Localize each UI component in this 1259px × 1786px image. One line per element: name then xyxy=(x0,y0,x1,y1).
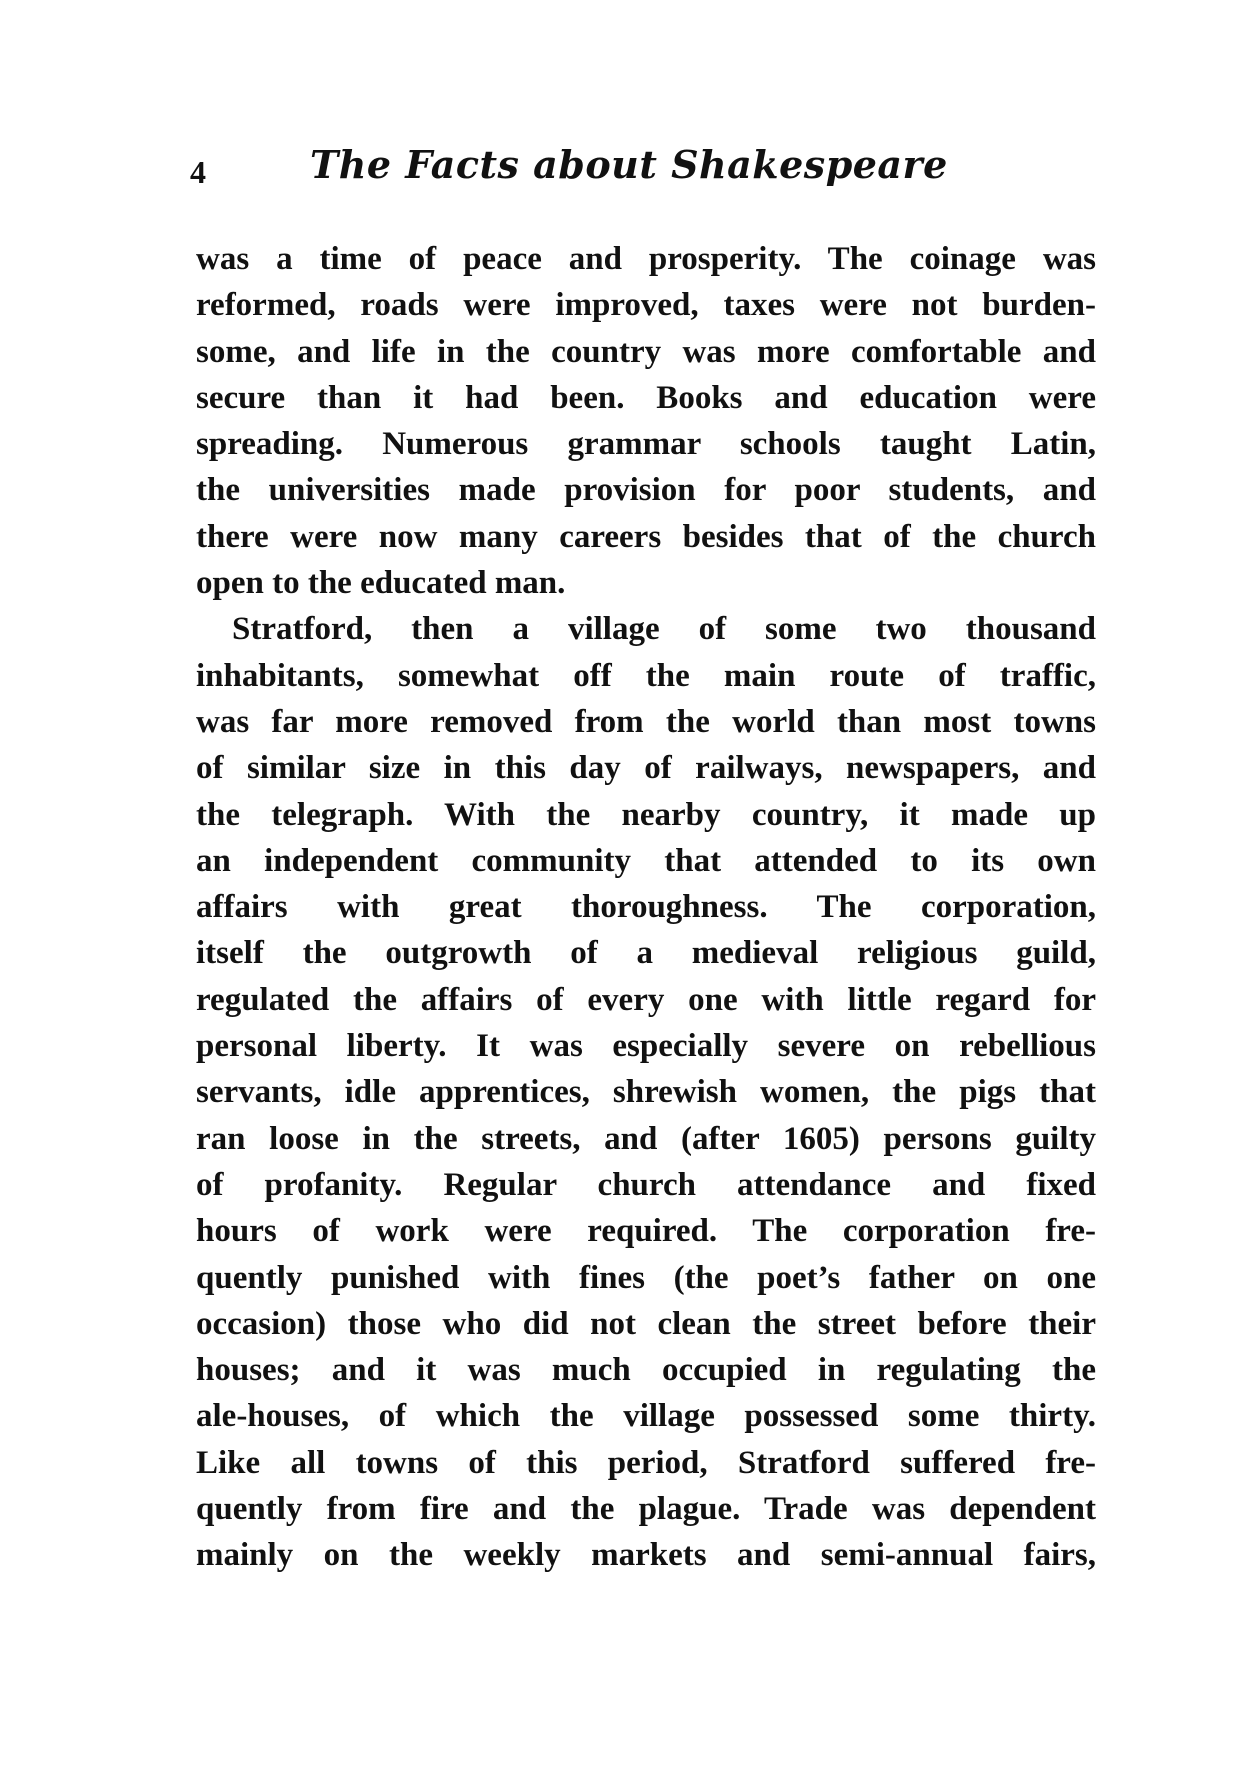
text-line: Like all towns of this period, Stratford suffered fre- xyxy=(196,1444,1096,1481)
text-line: ran loose in the streets, and (after 1605) persons guilty xyxy=(196,1120,1096,1157)
text-line: quently punished with fines (the poet’s father on one xyxy=(196,1259,1096,1296)
text-line: mainly on the weekly markets and semi-annual fairs, xyxy=(196,1537,1096,1574)
text-line: of similar size in this day of railways, newspapers, and xyxy=(196,750,1096,787)
text-line: ale-houses, of which the village possessed some thirty. xyxy=(196,1398,1096,1435)
text-line: inhabitants, somewhat off the main route of traffic, xyxy=(196,657,1096,694)
text-line: of profanity. Regular church attendance and fixed xyxy=(196,1166,1096,1203)
text-line: occasion) those who did not clean the street before their xyxy=(196,1305,1096,1342)
paragraph-1 xyxy=(196,236,1096,606)
text-line: there were now many careers besides that of the church xyxy=(196,518,1096,555)
text-line: reformed, roads were improved, taxes were not burden- xyxy=(196,287,1096,324)
text-line: the universities made provision for poor students, and xyxy=(196,472,1096,509)
text-line: the telegraph. With the nearby country, it made up xyxy=(196,796,1096,833)
text-line: houses; and it was much occupied in regulating the xyxy=(196,1352,1096,1389)
text-line: Stratford, then a village of some two thousand xyxy=(232,611,1096,648)
text-line: affairs with great thoroughness. The corporation, xyxy=(196,889,1096,926)
text-line: was far more removed from the world than most towns xyxy=(196,703,1096,740)
text-line: quently from fire and the plague. Trade was dependent xyxy=(196,1491,1096,1528)
text-line: personal liberty. It was especially severe on rebellious xyxy=(196,1028,1096,1065)
text-line: was a time of peace and prosperity. The coinage was xyxy=(196,241,1096,277)
page-number: 4 xyxy=(190,154,206,190)
text-line: secure than it had been. Books and education were xyxy=(196,379,1096,416)
text-line: spreading. Numerous grammar schools taught Latin, xyxy=(196,426,1096,463)
text-line: regulated the affairs of every one with little regard for xyxy=(196,981,1096,1018)
paragraph-2 xyxy=(196,606,1096,1578)
text-line: itself the outgrowth of a medieval religious guild, xyxy=(196,935,1096,972)
text-line: hours of work were required. The corporation fre- xyxy=(196,1213,1096,1250)
running-title: The Facts about Shakespeare xyxy=(310,142,948,187)
text-line: some, and life in the country was more comfortable and xyxy=(196,333,1096,370)
running-head xyxy=(190,138,1090,198)
text-line: an independent community that attended to its own xyxy=(196,842,1096,879)
text-line: open to the educated man. xyxy=(196,565,566,602)
body-text xyxy=(196,236,1096,1579)
text-line: servants, idle apprentices, shrewish women, the pigs that xyxy=(196,1074,1096,1111)
